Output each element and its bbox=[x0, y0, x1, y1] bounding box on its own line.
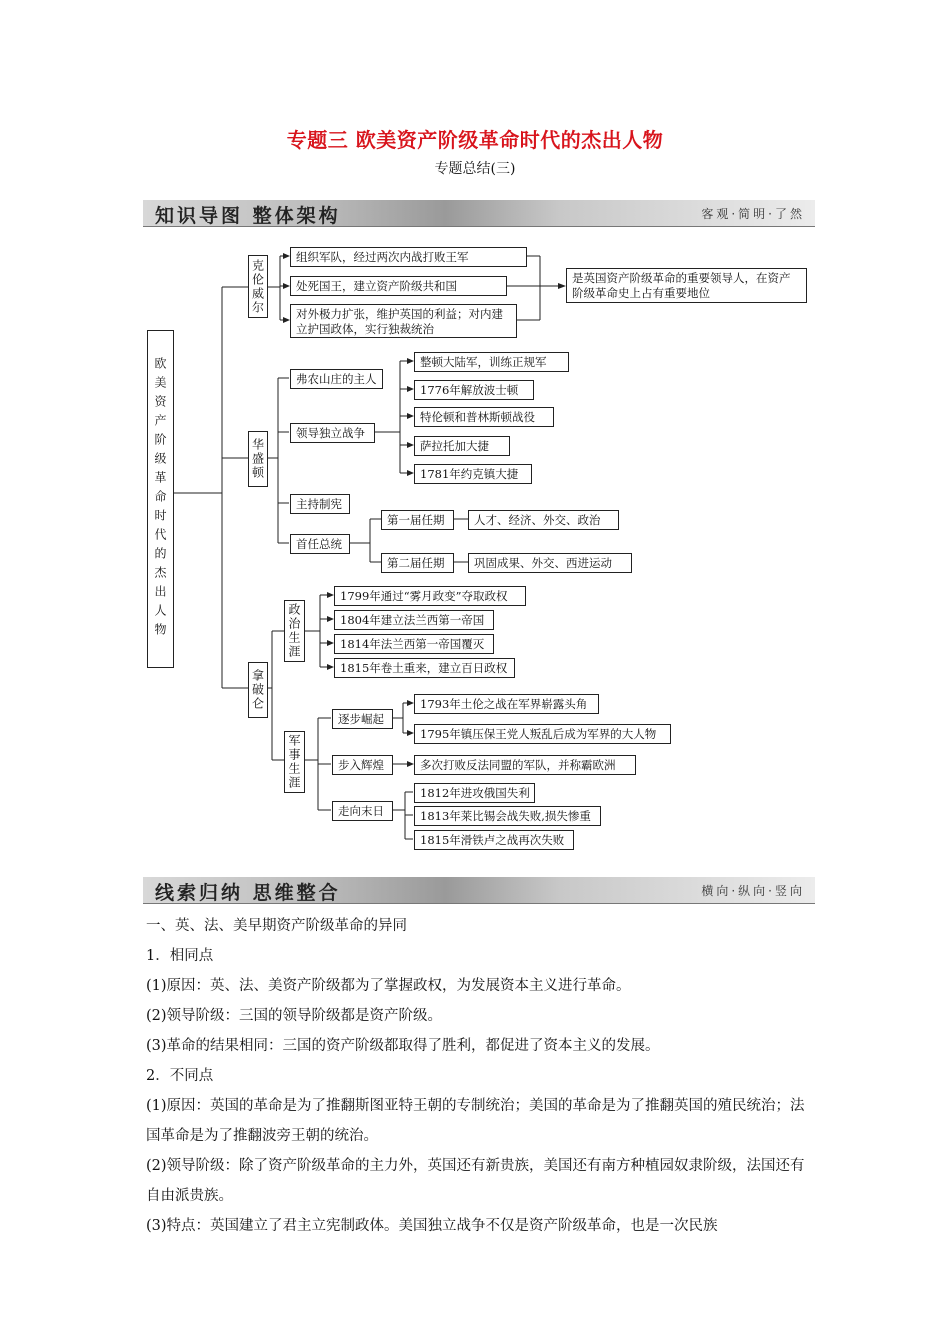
political-item: 1799年通过“雾月政变”夺取政权 bbox=[334, 586, 526, 606]
political-item: 1804年建立法兰西第一帝国 bbox=[334, 610, 494, 630]
cromwell-item: 对外极力扩张，维护英国的利益；对内建立护国政体，实行独裁统治 bbox=[290, 304, 517, 338]
war-item: 萨拉托加大捷 bbox=[414, 436, 510, 456]
paragraph: (2)领导阶级：除了资产阶级革命的主力外，英国还有新贵族，美国还有南方种植园奴隶阶级，法国还有自由派贵族。 bbox=[146, 1158, 805, 1204]
section-banner-summary bbox=[143, 877, 815, 904]
decline-item: 1815年滑铁卢之战再次失败 bbox=[414, 830, 574, 850]
node-cromwell: 克伦威尔 bbox=[248, 255, 268, 318]
military-rise: 逐步崛起 bbox=[332, 709, 393, 729]
subsection-heading: 1．相同点 bbox=[146, 948, 214, 964]
washington-president: 首任总统 bbox=[290, 534, 350, 554]
rise-item: 1795年镇压保王党人叛乱后成为军界的大人物 bbox=[414, 724, 671, 744]
cromwell-summary: 是英国资产阶级革命的重要领导人，在资产阶级革命史上占有重要地位 bbox=[566, 268, 807, 303]
military-decline: 走向末日 bbox=[332, 801, 393, 821]
war-item: 1776年解放波士顿 bbox=[414, 380, 534, 400]
term-one: 第一届任期 bbox=[381, 510, 454, 530]
page-subtitle: 专题总结(三) bbox=[434, 161, 516, 177]
paragraph: (1)原因：英国的革命是为了推翻斯图亚特王朝的专制统治；美国的革命是为了推翻英国的殖民统治；法国革命是为了推翻波旁王朝的统治。 bbox=[146, 1098, 805, 1144]
political-item: 1814年法兰西第一帝国覆灭 bbox=[334, 634, 494, 654]
page-title: 专题三 欧美资产阶级革命时代的杰出人物 bbox=[286, 128, 664, 152]
banner-tagline: 客观·简明·了然 bbox=[701, 207, 805, 221]
subsection-heading: 2．不同点 bbox=[146, 1068, 214, 1084]
banner-title: 知识导图 整体架构 bbox=[155, 205, 341, 227]
decline-item: 1812年进攻俄国失利 bbox=[414, 783, 535, 803]
washington-constitution: 主持制宪 bbox=[290, 494, 350, 514]
glory-item: 多次打败反法同盟的军队，并称霸欧洲 bbox=[414, 755, 636, 775]
decline-item: 1813年莱比锡会战失败,损失惨重 bbox=[414, 806, 601, 826]
term-two: 第二届任期 bbox=[381, 553, 454, 573]
political-item: 1815年卷土重来，建立百日政权 bbox=[334, 658, 515, 678]
washington-war: 领导独立战争 bbox=[290, 423, 375, 443]
body-text bbox=[146, 911, 812, 1241]
military-glory: 步入辉煌 bbox=[332, 755, 393, 775]
banner-title: 线索归纳 思维整合 bbox=[155, 882, 341, 904]
node-washington: 华盛顿 bbox=[248, 431, 268, 487]
paragraph: (3)特点：英国建立了君主立宪制政体。美国独立战争不仅是资产阶级革命，也是一次民族 bbox=[146, 1218, 718, 1234]
banner-tagline: 横向·纵向·竖向 bbox=[701, 884, 805, 898]
term-one-detail: 人才、经济、外交、政治 bbox=[468, 510, 619, 530]
cromwell-item: 组织军队，经过两次内战打败王军 bbox=[290, 247, 527, 267]
napoleon-political: 政治生涯 bbox=[284, 600, 305, 662]
cromwell-item: 处死国王，建立资产阶级共和国 bbox=[290, 276, 507, 296]
napoleon-military: 军事生涯 bbox=[284, 731, 305, 793]
section-heading: 一、英、法、美早期资产阶级革命的异同 bbox=[146, 918, 407, 934]
paragraph: (1)原因：英、法、美资产阶级都为了掌握政权，为发展资本主义进行革命。 bbox=[146, 978, 631, 994]
war-item: 特伦顿和普林斯顿战役 bbox=[414, 407, 554, 427]
paragraph: (3)革命的结果相同：三国的资产阶级都取得了胜利，都促进了资本主义的发展。 bbox=[146, 1038, 660, 1054]
washington-farm: 弗农山庄的主人 bbox=[290, 369, 383, 389]
term-two-detail: 巩固成果、外交、西进运动 bbox=[468, 553, 632, 573]
node-napoleon: 拿破仑 bbox=[248, 662, 268, 718]
war-item: 整顿大陆军，训练正规军 bbox=[414, 352, 569, 372]
mindmap-root: 欧美资产阶级革命时代的杰出人物 bbox=[147, 330, 174, 668]
paragraph: (2)领导阶级：三国的领导阶级都是资产阶级。 bbox=[146, 1008, 443, 1024]
rise-item: 1793年土伦之战在军界崭露头角 bbox=[414, 694, 599, 714]
war-item: 1781年约克镇大捷 bbox=[414, 464, 532, 484]
